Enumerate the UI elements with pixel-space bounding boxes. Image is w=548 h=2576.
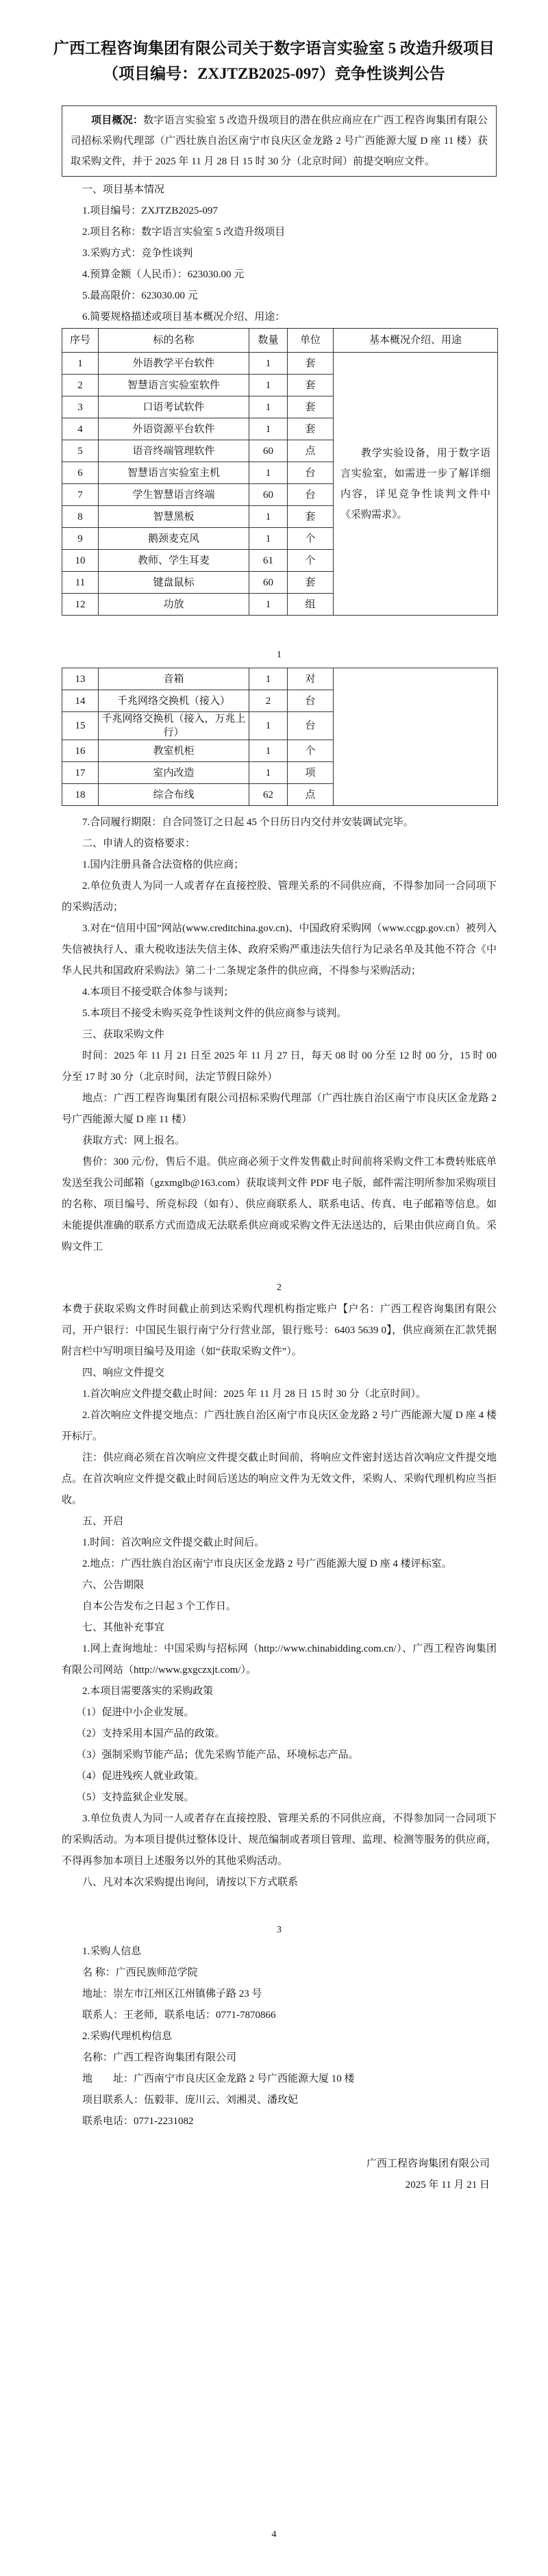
cell-qty: 1 [249,462,288,484]
cell-no: 11 [62,572,99,594]
cell-unit: 个 [288,740,334,762]
cell-unit: 台 [288,484,334,506]
table-header-row [62,329,498,353]
cell-unit: 套 [288,396,334,418]
policy-item-3: （3）强制采购节能产品；优先采购节能产品、环境标志产品。 [76,1750,359,1760]
cell-no: 1 [62,353,99,375]
cell-name: 音箱 [99,668,249,690]
policy-item-4: （4）促进残疾人就业政策。 [76,1771,205,1782]
cell-qty: 61 [249,550,288,572]
section2-heading: 二、申请人的资格要求： [82,838,196,849]
spec-intro-label: 6.简要规格描述或项目基本概况介绍、用途： [82,312,286,323]
cell-unit: 点 [288,784,334,806]
document-body [0,105,548,2196]
cell-no: 6 [62,462,99,484]
response-note: 注：供应商必须在首次响应文件提交截止时间前，将响应文件密封送达首次响应文件提交地点。在首次响应文件提交截止时间后送达的响应文件为无效文件，采购人、采购代理机构应当拒收。 [62,1452,497,1506]
cell-qty: 1 [249,375,288,396]
doc-obtain-method: 获取方式：网上报名。 [82,1135,186,1146]
cell-unit: 个 [288,550,334,572]
page-number-3: 3 [277,1925,282,1935]
cell-qty: 1 [249,740,288,762]
cell-no: 15 [62,712,99,740]
cell-unit: 套 [288,418,334,440]
cell-qty: 60 [249,484,288,506]
col-header-unit: 单位 [288,329,334,353]
contract-period: 7.合同履行期限：自合同签订之日起 45 个日历日内交付并安装调试完毕。 [82,817,414,828]
response-deadline: 1.首次响应文件提交截止时间：2025 年 11 月 28 日 15 时 30 分（北京时间）。 [82,1389,426,1400]
overview-text: 数字语言实验室 5 改造升级项目的潜在供应商应在广西工程咨询集团有限公司招标采购代理部（广西壮族自治区南宁市良庆区金龙路 2 号广西能源大厦 D 座 11 楼）获取采购文件，并于 2025 年 11 月 28 日 15 时 30 分（北京时间）前提交响应文件。 [71,115,488,167]
page-number-4: 4 [271,2529,277,2540]
cell-name: 智慧语言实验室主机 [99,462,249,484]
doc-obtain-place: 地点：广西工程咨询集团有限公司招标采购代理部（广西壮族自治区南宁市良庆区金龙路 2 号广西能源大厦 D 座 11 楼） [62,1093,497,1125]
cell-unit: 套 [288,506,334,528]
agent-address: 地 址：广西南宁市良庆区金龙路 2 号广西能源大厦 10 楼 [82,2073,355,2084]
cell-no: 2 [62,375,99,396]
project-number: 1.项目编号：ZXJTZB2025-097 [82,205,218,216]
cell-qty: 1 [249,762,288,784]
agent-info-heading: 2.采购代理机构信息 [82,2031,173,2042]
page-number-2: 2 [277,1283,282,1293]
cell-unit: 组 [288,594,334,616]
policy-item-5: （5）支持监狱企业发展。 [76,1792,195,1803]
cell-qty: 60 [249,572,288,594]
col-header-name: 标的名称 [99,329,249,353]
cell-name: 鹅颈麦克风 [99,528,249,550]
qualification-item-5: 5.本项目不接受未购买竞争性谈判文件的供应商参与谈判。 [82,1008,347,1019]
price-ceiling: 5.最高限价：623030.00 元 [82,290,198,301]
section3-heading: 三、获取采购文件 [82,1029,165,1040]
buyer-contact: 联系人：王老师，联系电话：0771-7870866 [82,2010,276,2021]
doc-price-paragraph-part1: 售价：300 元/份，售后不退。供应商必须于文件发售截止时间前将采购文件工本费转账底单发送至我公司邮箱（gzxmglb@163.com）获取谈判文件 PDF 电子版，邮件需注明所参加采购项目的名称、项目编号、所竞标段（如有）、供应商联系人、联系电话、传真、电子邮箱等信息。如未能提供准确的联系方式而造成无法联系供应商或采购文件无法送达的，后果由供应商自负。采购文件工 [62,1157,497,1252]
cell-no: 4 [62,418,99,440]
cell-name: 室内改造 [99,762,249,784]
cell-qty: 60 [249,440,288,462]
col-header-no: 序号 [62,329,99,353]
cell-name: 外语教学平台软件 [99,353,249,375]
section6-heading: 六、公告期限 [82,1580,145,1591]
page-number-1: 1 [277,650,282,660]
table-note-cell-empty [334,668,498,806]
cell-unit: 套 [288,353,334,375]
cell-qty: 1 [249,396,288,418]
response-place: 2.首次响应文件提交地点：广西壮族自治区南宁市良庆区金龙路 2 号广西能源大厦 D 座 4 楼开标厅。 [62,1410,497,1442]
cell-name: 千兆网络交换机（接入） [99,690,249,712]
title-line-1: 广西工程咨询集团有限公司关于数字语言实验室 5 改造升级项目 [53,40,495,57]
signature-date: 2025 年 11 月 21 日 [405,2180,490,2190]
qualification-item-4: 4.本项目不接受联合体参与谈判； [82,987,234,998]
cell-no: 16 [62,740,99,762]
cell-name: 智慧黑板 [99,506,249,528]
cell-qty: 62 [249,784,288,806]
cell-name: 语音终端管理软件 [99,440,249,462]
table-note-cell: 教学实验设备，用于数字语言实验室，如需进一步了解详细内容，详见竞争性谈判文件中《采购需求》。 [334,353,498,616]
cell-name: 外语资源平台软件 [99,418,249,440]
overview-paragraph [71,110,488,172]
cell-name: 口语考试软件 [99,396,249,418]
section4-heading: 四、响应文件提交 [82,1367,165,1378]
section8-heading: 八、凡对本次采购提出询问，请按以下方式联系 [82,1877,299,1888]
online-query-address: 1.网上查询地址：中国采购与招标网（http://www.chinabidding.com.cn/）、广西工程咨询集团有限公司网站（http://www.gxgczxjt.com/）。 [62,1643,497,1676]
items-table-part1 [62,328,498,616]
cell-no: 13 [62,668,99,690]
cell-name: 千兆网络交换机（接入，万兆上行） [99,712,249,740]
document-title [21,36,527,86]
items-table-part2 [62,668,498,806]
table-row [62,353,498,375]
cell-unit: 对 [288,668,334,690]
cell-qty: 1 [249,712,288,740]
buyer-info-heading: 1.采购人信息 [82,1946,142,1957]
table-row [62,668,498,690]
project-overview-box [62,105,497,177]
cell-qty: 1 [249,506,288,528]
col-header-desc: 基本概况介绍、用途 [334,329,498,353]
title-line-2: （项目编号：ZXJTZB2025-097）竞争性谈判公告 [103,65,445,82]
cell-name: 教师、学生耳麦 [99,550,249,572]
cell-name: 功放 [99,594,249,616]
procurement-policy-head: 2.本项目需要落实的采购政策 [82,1686,214,1697]
qualification-item-3: 3.对在“信用中国”网站(www.creditchina.gov.cn)、中国政府采购网（www.ccgp.gov.cn）被列入失信被执行人、重大税收违法失信主体、政府采购严重违法失信行为记录名单及其他不符合《中华人民共和国政府采购法》第二十二条规定条件的供应商，不得参与采购活动； [62,923,497,976]
announcement-period: 自本公告发布之日起 3 个工作日。 [82,1601,237,1612]
qualification-item-1: 1.国内注册具备合法资格的供应商； [82,859,245,870]
opening-place: 2.地点：广西壮族自治区南宁市良庆区金龙路 2 号广西能源大厦 D 座 4 楼评标室。 [82,1558,452,1569]
cell-qty: 1 [249,594,288,616]
cell-qty: 1 [249,418,288,440]
cell-no: 12 [62,594,99,616]
same-person-restriction: 3.单位负责人为同一人或者存在直接控股、管理关系的不同供应商，不得参加同一合同项下的采购活动。为本项目提供过整体设计、规范编制或者项目管理、监理、检测等服务的供应商，不得再参加本项目上述服务以外的其他采购活动。 [62,1813,497,1867]
project-name: 2.项目名称：数字语言实验室 5 改造升级项目 [82,227,286,238]
cell-name: 综合布线 [99,784,249,806]
cell-no: 9 [62,528,99,550]
cell-name: 键盘鼠标 [99,572,249,594]
agent-contacts: 项目联系人：伍毅菲、庞川云、刘湘灵、潘玫妃 [82,2095,299,2106]
budget-amount: 4.预算金额（人民币）：623030.00 元 [82,269,245,280]
cell-unit: 点 [288,440,334,462]
cell-unit: 套 [288,572,334,594]
cell-no: 10 [62,550,99,572]
cell-no: 18 [62,784,99,806]
cell-name: 教室机柜 [99,740,249,762]
section5-heading: 五、开启 [82,1516,124,1527]
cell-name: 智慧语言实验室软件 [99,375,249,396]
cell-no: 7 [62,484,99,506]
cell-unit: 套 [288,375,334,396]
cell-no: 17 [62,762,99,784]
signature-company: 广西工程咨询集团有限公司 [366,2158,490,2169]
cell-name: 学生智慧语言终端 [99,484,249,506]
cell-qty: 2 [249,690,288,712]
procurement-method: 3.采购方式：竞争性谈判 [82,248,193,259]
col-header-qty: 数量 [249,329,288,353]
cell-unit: 项 [288,762,334,784]
agent-phone: 联系电话：0771-2231082 [82,2116,194,2127]
cell-no: 3 [62,396,99,418]
agent-name: 名称：广西工程咨询集团有限公司 [82,2052,237,2063]
cell-unit: 个 [288,528,334,550]
policy-item-2: （2）支持采用本国产品的政策。 [76,1728,225,1739]
cell-no: 5 [62,440,99,462]
policy-item-1: （1）促进中小企业发展。 [76,1707,195,1718]
buyer-name: 名 称：广西民族师范学院 [82,1967,198,1978]
doc-obtain-time: 时间：2025 年 11 月 21 日至 2025 年 11 月 27 日，每天 08 时 00 分至 12 时 00 分，15 时 00 分至 17 时 30 分（北京时间，法定节假日除外） [62,1050,497,1083]
cell-qty: 1 [249,353,288,375]
doc-price-paragraph-part2: 本费于获取采购文件时间截止前到达采购代理机构指定账户【户名：广西工程咨询集团有限公司，开户银行：中国民生银行南宁分行营业部，银行账号：6403 5639 0】，供应商须在汇款凭据附言栏中写明项目编号及用途（如“获取采购文件”）。 [62,1304,497,1357]
cell-unit: 台 [288,462,334,484]
section7-heading: 七、其他补充事宜 [82,1622,165,1633]
opening-time: 1.时间：首次响应文件提交截止时间后。 [82,1537,265,1548]
buyer-address: 地址：崇左市江州区江州镇佛子路 23 号 [82,1988,262,1999]
qualification-item-2: 2.单位负责人为同一人或者存在直接控股、管理关系的不同供应商，不得参加同一合同项下的采购活动； [62,881,497,913]
section1-heading: 一、项目基本情况 [82,184,165,195]
cell-unit: 台 [288,712,334,740]
cell-qty: 1 [249,668,288,690]
cell-no: 8 [62,506,99,528]
cell-qty: 1 [249,528,288,550]
cell-no: 14 [62,690,99,712]
cell-unit: 台 [288,690,334,712]
overview-label: 项目概况： [91,115,144,126]
